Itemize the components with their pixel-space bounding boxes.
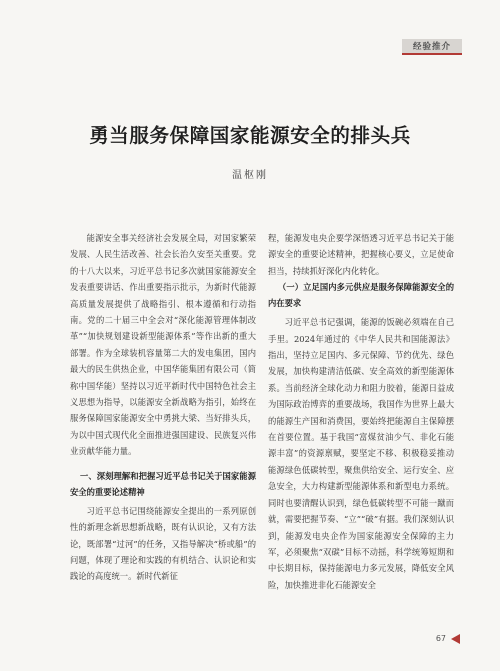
page-marker-triangle-icon [451,634,460,644]
section-heading-1: 一、深刻理解和把握习近平总书记关于国家能源安全的重要论述精神 [70,470,256,497]
article-title: 勇当服务保障国家能源安全的排头兵 [89,124,411,147]
section-label: 经验推介 [412,42,451,52]
intro-paragraph: 能源安全事关经济社会发展全局，对国家繁荣发展、人民生活改善、社会长治久安至关重要。党的十八大以来，习近平总书记多次就国家能源安全发表重要讲话、作出重要指示批示，为新时代能源高质量发展提供了战略指引、根本遵循和行动指南。党的二十届三中全会对“深化能源管理体制改革”“加快规划建设新型能源体系”等作出新的重大部署。作为全球装机容量第二大的发电集团，国内最大的民生供热企业，中国华能集团有限公司（简称中国华能）坚持以习近平新时代中国特色社会主义思想为指导，以能源安全新战略为指引，始终在服务保障国家能源安全中勇挑大梁、当好排头兵，为以中国式现代化全面推进强国建设、民族复兴伟业贡献华能力量。 [70,233,256,457]
right-column [268,230,454,593]
left-column [70,230,256,585]
author-name: 温枢刚 [232,170,268,181]
body-paragraph: 习近平总书记强调，能源的饭碗必须端在自己手里。2024年通过的《中华人民共和国能源法》指出，坚持立足国内、多元保障、节约优先、绿色发展，加快构建清洁低碳、安全高效的新型能源体系。当前经济全球化动力和阻力胶着，能源日益成为国际政治博弈的重要战场，我国作为世界上最大的能源生产国和消费国，要始终把能源自主保障摆在首要位置。基于我国“富煤贫油少气、非化石能源丰富”的资源禀赋，要坚定不移、积极稳妥推动能源绿色低碳转型，聚焦供给安全、运行安全、应急安全，大力构建新型能源体系和新型电力系统。同时也要清醒认识到，绿色低碳转型不可能一蹴而就，需要把握节奏、“立”“破”有据。我们深刻认识到，能源发电央企作为国家能源安全保障的主力军，必须聚焦“双碳”目标不动摇，科学统筹短期和中长期目标，保持能源电力多元发展，降低安全风险，加快推进非化石能源安全 [268,317,454,590]
body-paragraph: 习近平总书记围绕能源安全提出的一系列原创性的新理念新思想新战略，既有认识论，又有方法论，既部署“过河”的任务，又指导解决“桥或船”的问题，体现了理论和实践的有机结合、认识论和实践论的高度统一。新时代新征 [70,505,256,582]
section-heading-2: （一）立足国内多元供应是服务保障能源安全的内在要求 [268,282,454,309]
page-number: 67 [435,634,446,643]
continued-paragraph: 程，能源发电央企要学深悟透习近平总书记关于能源安全的重要论述精神，把握核心要义，立足使命担当，持续抓好深化内化转化。 [268,233,454,276]
section-tab [402,39,462,55]
